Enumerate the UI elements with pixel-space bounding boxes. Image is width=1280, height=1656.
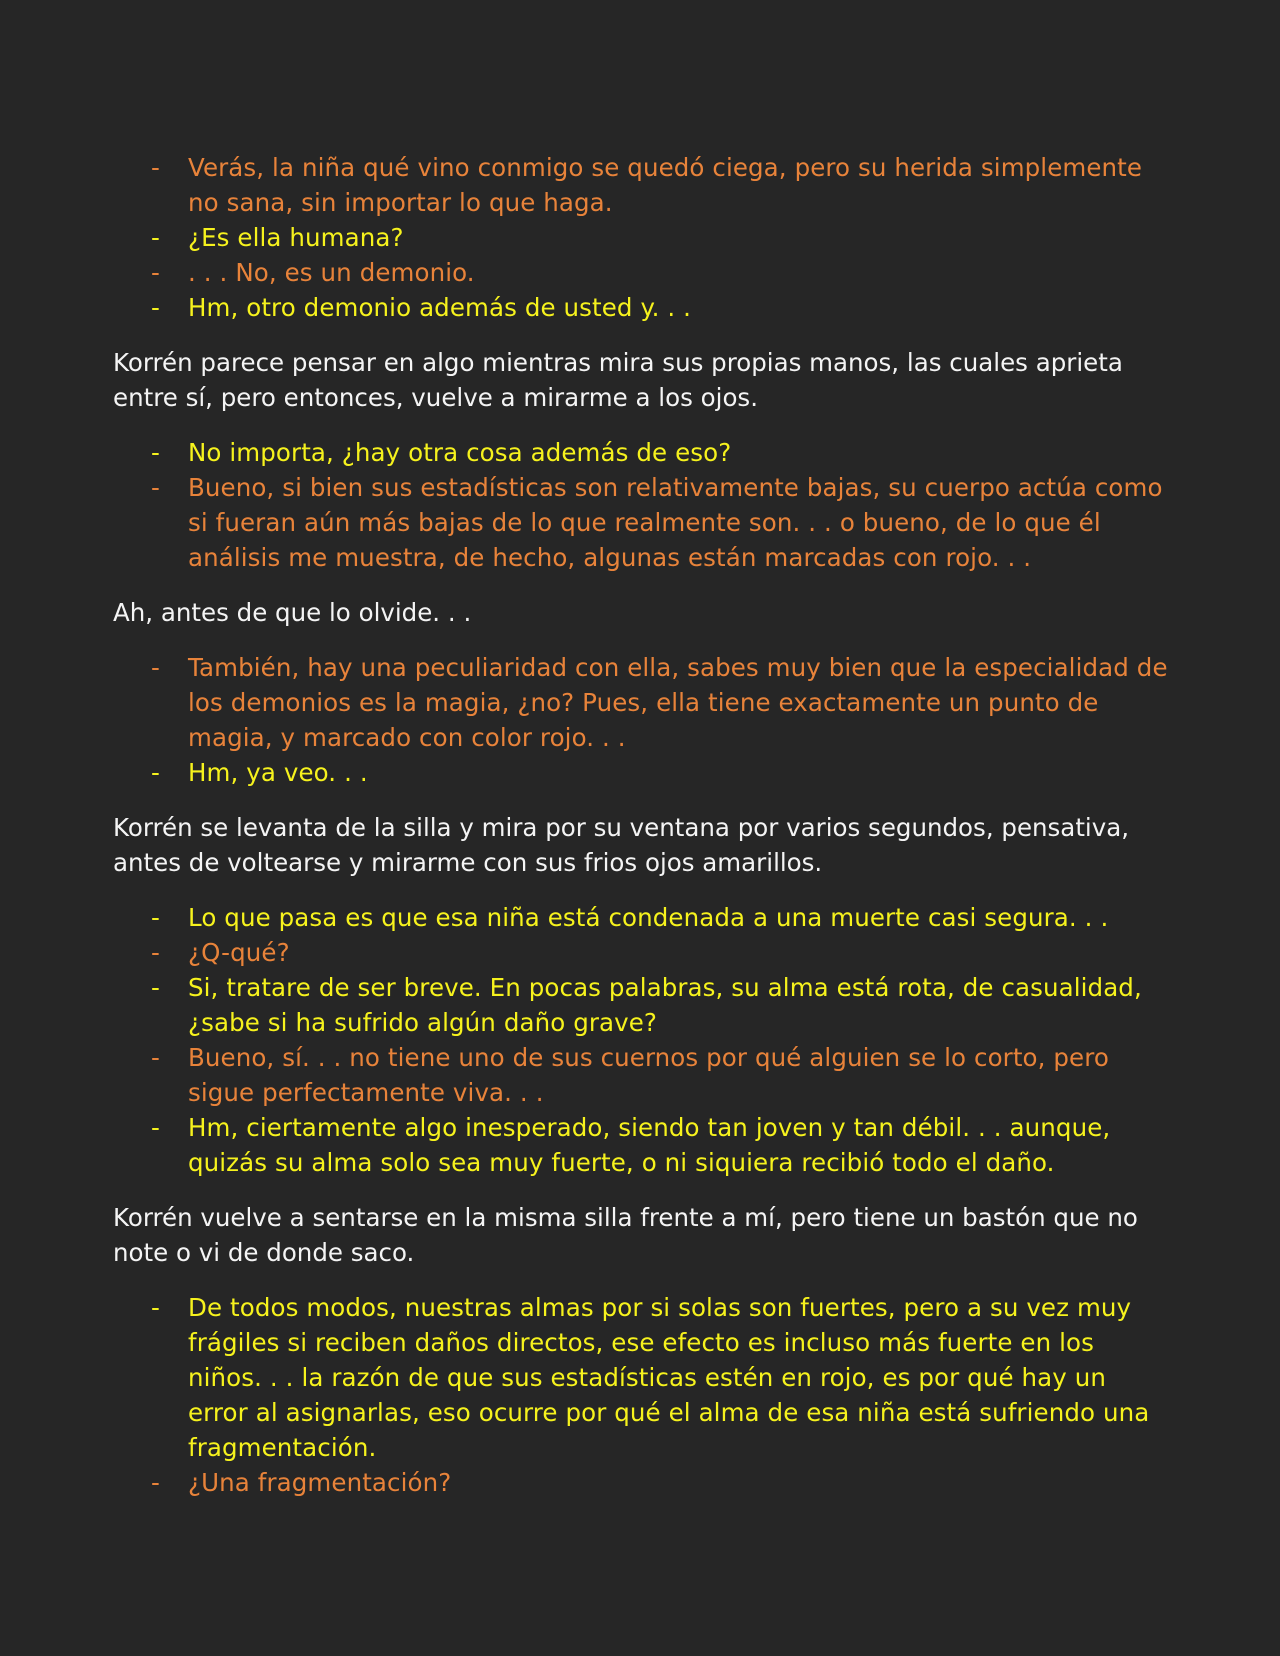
dialogue-text: Si, tratare de ser breve. En pocas palabras, su alma está rota, de casualidad, ¿sabe si ha sufrido algún daño grave? — [188, 973, 1142, 1037]
dialogue-line — [113, 1290, 1170, 1465]
dash-marker: - — [151, 973, 160, 1002]
dialogue-text: Hm, ciertamente algo inesperado, siendo tan joven y tan débil. . . aunque, quizás su alma solo sea muy fuerte, o ni siquiera recibió todo el daño. — [188, 1113, 1111, 1177]
dialogue-list — [113, 650, 1170, 790]
dash-marker: - — [151, 1113, 160, 1142]
dialogue-list — [113, 1290, 1170, 1500]
dialogue-text: Hm, ya veo. . . — [188, 758, 368, 787]
dash-marker: - — [151, 438, 160, 467]
dialogue-text: ¿Una fragmentación? — [188, 1468, 452, 1497]
dash-marker: - — [151, 293, 160, 322]
dialogue-line — [113, 650, 1170, 755]
dash-marker: - — [151, 758, 160, 787]
dialogue-line — [113, 255, 1170, 290]
dash-marker: - — [151, 1468, 160, 1497]
narration-paragraph: Korrén parece pensar en algo mientras mira sus propias manos, las cuales aprieta entre sí, pero entonces, vuelve a mirarme a los ojos. — [113, 348, 1123, 412]
dialogue-text: Bueno, si bien sus estadísticas son relativamente bajas, su cuerpo actúa como si fueran aún más bajas de lo que realmente son. . . o bueno, de lo que él análisis me muestra, de hecho, algunas están marcadas con rojo. . . — [188, 473, 1163, 572]
dialogue-line — [113, 1110, 1170, 1180]
dash-marker: - — [151, 258, 160, 287]
dialogue-text: ¿Q-qué? — [188, 938, 290, 967]
dash-marker: - — [151, 1043, 160, 1072]
dialogue-text: No importa, ¿hay otra cosa además de eso? — [188, 438, 732, 467]
dash-marker: - — [151, 473, 160, 502]
dialogue-line — [113, 935, 1170, 970]
dialogue-line — [113, 290, 1170, 325]
dialogue-line — [113, 1465, 1170, 1500]
dialogue-line — [113, 470, 1170, 575]
dialogue-text: . . . No, es un demonio. — [188, 258, 475, 287]
dialogue-text: También, hay una peculiaridad con ella, sabes muy bien que la especialidad de los demonios es la magia, ¿no? Pues, ella tiene exactamente un punto de magia, y marcado con color rojo. . . — [188, 653, 1168, 752]
dialogue-text: ¿Es ella humana? — [188, 223, 404, 252]
dialogue-line — [113, 220, 1170, 255]
dialogue-line — [113, 900, 1170, 935]
dialogue-text: Verás, la niña qué vino conmigo se quedó ciega, pero su herida simplemente no sana, sin importar lo que haga. — [188, 153, 1143, 217]
dialogue-text: Lo que pasa es que esa niña está condenada a una muerte casi segura. . . — [188, 903, 1109, 932]
narration-paragraph: Korrén se levanta de la silla y mira por su ventana por varios segundos, pensativa, antes de voltearse y mirarme con sus frios ojos amarillos. — [113, 813, 1130, 877]
dialogue-list — [113, 900, 1170, 1180]
dash-marker: - — [151, 653, 160, 682]
dialogue-text: De todos modos, nuestras almas por si solas son fuertes, pero a su vez muy frágiles si reciben daños directos, ese efecto es incluso más fuerte en los niños. . . la razón de que sus estadísticas estén en rojo, es por qué hay un error al asignarlas, eso ocurre por qué el alma de esa niña está sufriendo una fragmentación. — [188, 1293, 1150, 1462]
dialogue-list — [113, 150, 1170, 325]
dialogue-text: Hm, otro demonio además de usted y. . . — [188, 293, 692, 322]
dialogue-line — [113, 970, 1170, 1040]
dialogue-text: Bueno, sí. . . no tiene uno de sus cuernos por qué alguien se lo corto, pero sigue perfectamente viva. . . — [188, 1043, 1109, 1107]
dialogue-list — [113, 435, 1170, 575]
dash-marker: - — [151, 1293, 160, 1322]
dialogue-line — [113, 435, 1170, 470]
dash-marker: - — [151, 223, 160, 252]
dash-marker: - — [151, 153, 160, 182]
dialogue-line — [113, 150, 1170, 220]
narration-paragraph: Korrén vuelve a sentarse en la misma silla frente a mí, pero tiene un bastón que no note o vi de donde saco. — [113, 1203, 1138, 1267]
dialogue-line — [113, 1040, 1170, 1110]
dialogue-line — [113, 755, 1170, 790]
dash-marker: - — [151, 903, 160, 932]
narration-paragraph: Ah, antes de que lo olvide. . . — [113, 598, 472, 627]
dash-marker: - — [151, 938, 160, 967]
